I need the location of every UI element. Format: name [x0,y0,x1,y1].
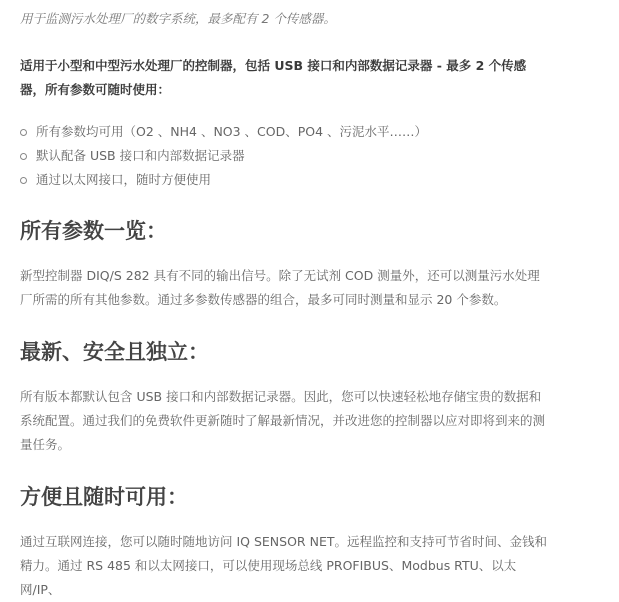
lead-text: 适用于小型和中型污水处理厂的控制器，包括 USB 接口和内部数据记录器 - 最多 2 个传感器，所有参数可随时使用： [20,58,527,97]
section-body-secure: 所有版本都默认包含 USB 接口和内部数据记录器。因此，您可以快速轻松地存储宝贵的数据和系统配置。通过我们的免费软件更新随时了解最新情况，并改进您的控制器以应对即将到来的测量任务。 [20,389,546,452]
article [20,0,605,602]
list-item [20,120,605,144]
section-heading-secure: 最新、安全且独立： [20,340,209,364]
circle-bullet-icon [20,177,27,184]
section-body-overview: 新型控制器 DIQ/S 282 具有不同的输出信号。除了无试剂 COD 测量外，还可以测量污水处理厂所需的所有其他参数。通过多参数传感器的组合，最多可同时测量和显示 20 个参数。 [20,268,540,307]
circle-bullet-icon [20,153,27,160]
section-heading-access: 方便且随时可用： [20,485,188,509]
list-item-text: 默认配备 USB 接口和内部数据记录器 [36,148,245,163]
feature-list [20,120,605,192]
section-heading-overview: 所有参数一览： [20,219,167,243]
circle-bullet-icon [20,129,27,136]
list-item-text: 所有参数均可用（O2 、NH4 、NO3 、COD、PO4 、污泥水平……） [36,124,428,139]
list-item [20,168,605,192]
section-body-access: 通过互联网连接，您可以随时随地访问 IQ SENSOR NET。远程监控和支持可节省时间、金钱和精力。通过 RS 485 和以太网接口，可以使用现场总线 PROFIBUS、Modbus RTU、以太网/IP、 [20,534,547,597]
list-item [20,144,605,168]
list-item-text: 通过以太网接口，随时方便使用 [36,172,212,187]
intro-text: 用于监测污水处理厂的数字系统，最多配有 2 个传感器。 [20,11,336,26]
